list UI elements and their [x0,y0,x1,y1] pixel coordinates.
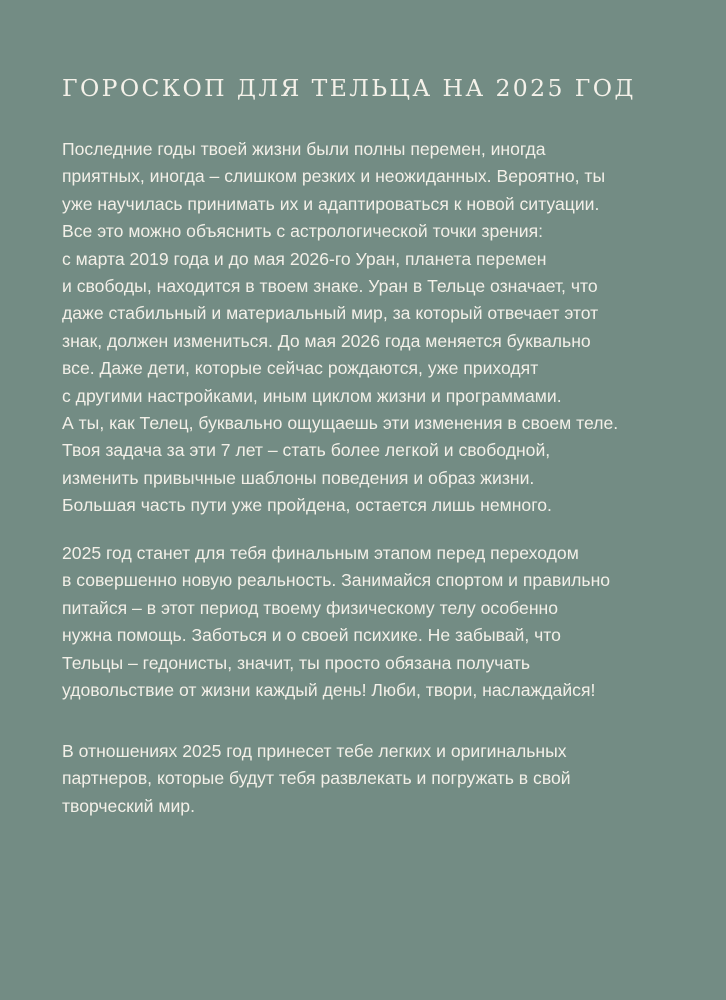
text-line: с марта 2019 года и до мая 2026-го Уран, планета перемен [62,248,547,269]
paragraph-uranus-in-taurus [62,136,712,520]
text-line: даже стабильный и материальный мир, за который отвечает этот [62,303,599,324]
text-line: уже научилась принимать их и адаптироваться к новой ситуации. [62,193,600,214]
paragraph-relationships [62,738,712,820]
text-line: 2025 год станет для тебя финальным этапом перед переходом [62,543,579,563]
text-line: в совершенно новую реальность. Занимайся спортом и правильно [62,570,611,591]
text-line: питайся – в этот период твоему физическому телу особенно [62,597,559,618]
text-line: и свободы, находится в твоем знаке. Уран в Тельце означает, что [62,276,598,297]
text-line: изменить привычные шаблоны поведения и образ жизни. [62,467,535,488]
text-line: приятных, иногда – слишком резких и неожиданных. Вероятно, ты [62,166,606,187]
text-line: с другими настройками, иным циклом жизни и программами. [62,385,562,406]
text-line: нужна помощь. Заботься и о своей психике. Не забывай, что [62,625,561,646]
text-line: Последние годы твоей жизни были полны перемен, иногда [62,139,546,159]
text-line: Все это можно объяснить с астрологической точки зрения: [62,221,544,242]
paragraph-final-stage-2025 [62,540,712,704]
page-title: ГОРОСКОП ДЛЯ ТЕЛЬЦА НА 2025 ГОД [62,74,636,102]
text-line: Тельцы – гедонисты, значит, ты просто обязана получать [62,652,531,673]
text-line: А ты, как Телец, буквально ощущаешь эти изменения в своем теле. [62,413,619,434]
text-line: творческий мир. [62,795,195,816]
text-line: удовольствие от жизни каждый день! Люби, твори, наслаждайся! [62,680,596,701]
text-line: В отношениях 2025 год принесет тебе легких и оригинальных [62,741,567,761]
text-line: все. Даже дети, которые сейчас рождаются, уже приходят [62,358,539,379]
text-line: Твоя задача за эти 7 лет – стать более легкой и свободной, [62,440,551,461]
text-line: партнеров, которые будут тебя развлекать и погружать в свой [62,768,571,789]
text-line: знак, должен измениться. До мая 2026 года меняется буквально [62,330,591,351]
text-line: Большая часть пути уже пройдена, остается лишь немного. [62,495,552,516]
